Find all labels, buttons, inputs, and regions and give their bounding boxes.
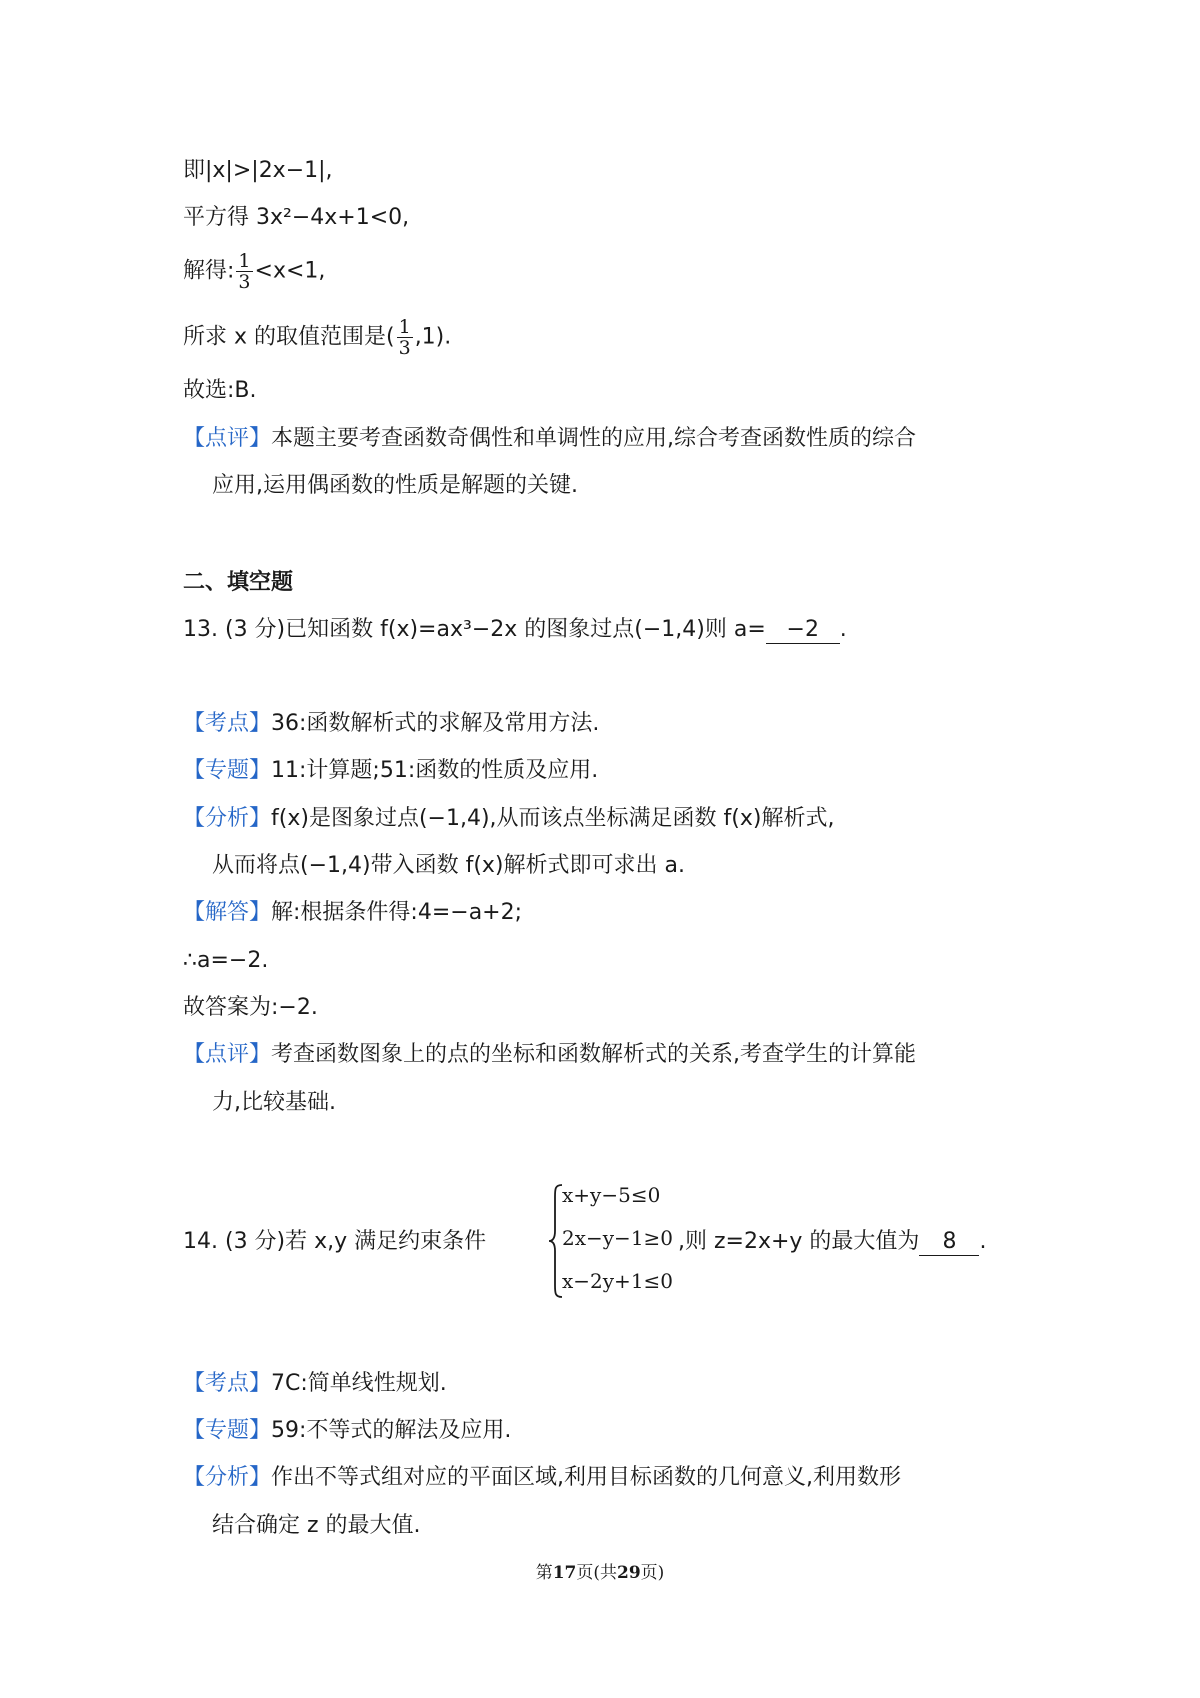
fenxi-tag: 【分析】 (183, 1465, 272, 1490)
kaodian-tag: 【考点】 (183, 711, 272, 736)
answer-blank: 8 (919, 1229, 979, 1256)
page-total: 29 (617, 1563, 641, 1583)
fenxi-text: f(x)是图象过点(−1,4),从而该点坐标满足函数 f(x)解析式, (271, 806, 835, 831)
text: 解得: (183, 258, 235, 284)
kaodian-tag: 【考点】 (183, 1371, 272, 1396)
footer-text: 页) (640, 1563, 665, 1583)
comment-tag: 【点评】 (183, 1042, 272, 1067)
zhuanti-line (183, 1416, 511, 1446)
comment-line: 力,比较基础. (212, 1090, 336, 1115)
zhuanti-text: 11:计算题;51:函数的性质及应用. (271, 758, 599, 783)
jieda-line (183, 898, 522, 928)
jieda-tag: 【解答】 (183, 900, 272, 925)
stem-text: . (979, 1229, 987, 1254)
fraction (397, 317, 413, 358)
jieda-text: 解:根据条件得:4=−a+2; (271, 900, 523, 925)
fenxi-line (183, 1463, 901, 1493)
constraint-1: x+y−5≤0 (562, 1183, 661, 1207)
zhuanti-line (183, 756, 598, 786)
kaodian-line (183, 1369, 447, 1399)
question-14-stem-pre: 14. (3 分)若 x,y 满足约束条件 (183, 1229, 487, 1254)
page-footer (0, 1558, 1200, 1583)
comment-line (183, 424, 916, 454)
footer-text: 第 (535, 1563, 553, 1583)
kaodian-text: 7C:简单线性规划. (271, 1371, 447, 1396)
zhuanti-tag: 【专题】 (183, 1418, 272, 1443)
denominator: 3 (238, 271, 251, 293)
stem-text: . (839, 617, 847, 642)
kaodian-text: 36:函数解析式的求解及常用方法. (271, 711, 600, 736)
solution-line: 即|x|>|2x−1|, (183, 158, 333, 183)
constraint-3: x−2y+1≤0 (562, 1269, 674, 1293)
stem-text: ,则 z=2x+y 的最大值为 (678, 1229, 920, 1254)
answer-blank: −2 (766, 617, 840, 644)
fenxi-line (183, 804, 834, 834)
comment-line: 应用,运用偶函数的性质是解题的关键. (212, 473, 578, 498)
text: ,1). (414, 324, 452, 350)
solution-line: 故选:B. (183, 378, 257, 403)
fraction (236, 251, 252, 292)
solution-line: 平方得 3x²−4x+1<0, (183, 205, 410, 230)
zhuanti-tag: 【专题】 (183, 758, 272, 783)
solution-line (183, 251, 325, 292)
denominator: 3 (398, 337, 411, 359)
question-13-stem (183, 615, 847, 645)
answer-line: 故答案为:−2. (183, 995, 318, 1020)
question-14-stem-post (678, 1227, 986, 1257)
footer-text: 页(共 (576, 1563, 617, 1583)
text: 所求 x 的取值范围是( (183, 324, 395, 350)
zhuanti-text: 59:不等式的解法及应用. (271, 1418, 512, 1443)
fenxi-line: 结合确定 z 的最大值. (212, 1513, 421, 1538)
comment-text: 考查函数图象上的点的坐标和函数解析式的关系,考查学生的计算能 (271, 1042, 917, 1067)
comment-text: 本题主要考查函数奇偶性和单调性的应用,综合考查函数性质的综合 (271, 426, 917, 451)
solution-line: ∴a=−2. (183, 948, 269, 973)
comment-line (183, 1040, 916, 1070)
fenxi-text: 作出不等式组对应的平面区域,利用目标函数的几何意义,利用数形 (271, 1465, 902, 1490)
stem-text: 13. (3 分)已知函数 f(x)=ax³−2x 的图象过点(−1,4)则 a= (183, 617, 766, 642)
comment-tag: 【点评】 (183, 426, 272, 451)
text: <x<1, (254, 258, 326, 284)
fenxi-line: 从而将点(−1,4)带入函数 f(x)解析式即可求出 a. (212, 853, 685, 878)
fenxi-tag: 【分析】 (183, 806, 272, 831)
section-title: 二、填空题 (183, 570, 294, 595)
kaodian-line (183, 709, 599, 739)
solution-line (183, 317, 451, 358)
page-number: 17 (552, 1563, 577, 1583)
constraint-system (548, 1183, 678, 1299)
constraint-2: 2x−y−1≥0 (562, 1226, 674, 1250)
numerator: 1 (238, 250, 251, 272)
numerator: 1 (398, 316, 411, 338)
